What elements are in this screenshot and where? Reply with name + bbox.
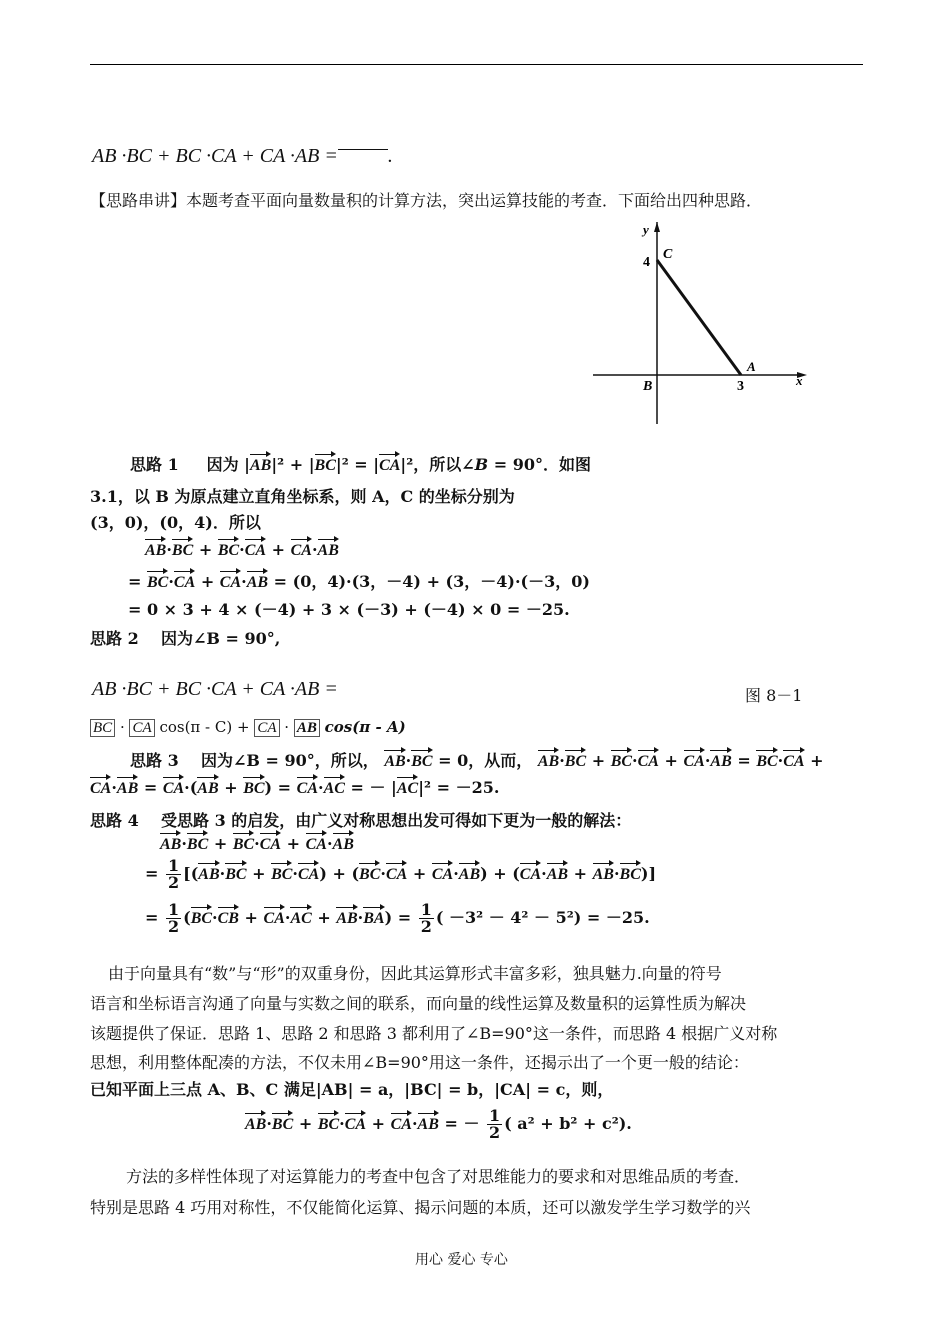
vec-ca: CA [431,866,454,883]
s1-line5-tail: = (0，4)·(3，－4) + (3，－4)·(－3，0) [273,572,590,591]
s2-expression: AB ·BC + BC ·CA + CA ·AB = [92,678,338,700]
vec-ab: AB [458,866,481,883]
para1-line4: 思想，利用整体配凑的方法，不仅未用∠B=90°用这一条件，还揭示出了一个更一般的结论： [90,1053,749,1072]
s2-cos1: cos(π - C) + [159,718,250,736]
para1-line3: 该题提供了保证．思路 1、思路 2 和思路 3 都利用了∠B=90°这一条件，而思路 4 根据广义对称 [90,1024,778,1043]
s4-line4: = $\frac{1}{2}$ (BC·CB + CA·AC + AB·BA) = $\frac{1}{2}$ ( －3² － 4² － 5²) = －25. [145,900,650,936]
abs-ca: CA [254,719,279,737]
problem-expression [92,145,393,168]
y-axis-label: y [643,222,649,237]
vec-bc: BC [619,866,641,883]
vec-ca: CA [683,753,705,770]
vec-bc: BC [225,866,247,883]
s4-line3: = $\frac{1}{2}$ [(AB·BC + BC·CA) + (BC·CA + CA·AB) + (CA·AB + AB·BC)] [145,856,657,892]
s4-text: 受思路 3 的启发，由广义对称思想出发可得如下更为一般的解法： [161,811,632,830]
vec-ab: AB [198,866,220,883]
vec-ab: AB [197,780,219,797]
s1-label: 思路 1 [130,455,179,474]
frac-num: 1 [420,900,432,919]
vec-bc: BC [146,574,169,591]
frac-den: 2 [167,917,180,936]
vec-ca: CA [783,753,805,770]
vec-bc: BC [190,910,213,927]
vec-ca: CA [385,866,408,883]
s3-tail2: ² = －25. [424,778,500,797]
point-b-label: B [643,379,653,394]
vec-bc: BC [271,866,293,883]
coordinate-figure [585,222,815,427]
vec-ca: CA [296,780,318,797]
vec-ba: BA [363,910,385,927]
s4-line2: AB·BC + BC·CA + CA·AB [160,834,354,853]
s3-line2: CA·AB = CA·(AB + BC) = CA·AC = － |AC|² = －25. [90,778,500,797]
s4-label: 思路 4 [90,811,139,830]
problem-end: . [387,145,393,167]
vec-bc: BC [317,1116,340,1133]
s1-line6: = 0 × 3 + 4 × (－4) + 3 × (－3) + (－4) × 0 = －25. [128,600,570,619]
vec-bc: BC [171,542,194,559]
frac-den: 2 [167,873,180,892]
s3-text-a: 因为∠B = 90°，所以， [201,751,379,770]
vec-bc: BC [564,753,587,770]
abs-ab: AB [294,719,320,737]
vec-bc: BC [217,542,240,559]
vec-cb: CB [217,910,239,927]
vec-ca: CA [219,574,242,591]
vec-bc: BC [271,1116,294,1133]
para2-line1: 方法的多样性体现了对运算能力的考查中包含了对思维能力的要求和对思维品质的考查． [126,1167,751,1186]
vec-ab: AB [710,753,732,770]
intro-text: 【思路串讲】本题考查平面向量数量积的计算方法，突出运算技能的考查．下面给出四种思路． [90,191,763,210]
s1-text-b: ² + [277,455,304,474]
vec-ca: CA [519,866,542,883]
vec-ab: AB [245,1116,267,1133]
s4-line1 [90,808,631,831]
vec-ab: AB [317,542,339,559]
vec-ca: CA [379,457,401,474]
formula-tail: ( a² + b² + c²). [504,1114,632,1133]
vec-ca: CA [298,866,320,883]
s2-label: 思路 2 [90,629,139,648]
x-axis-label: x [796,373,803,388]
vec-ab: AB [116,780,139,797]
vec-bc: BC [610,753,633,770]
s2-text: 因为∠B = 90°, [161,629,281,648]
vec-ca: CA [390,1116,412,1133]
vec-ca: CA [290,542,312,559]
vec-ca: CA [90,780,112,797]
s1-text-e: B [474,455,489,474]
vec-ac: AC [323,780,345,797]
vec-bc: BC [186,836,209,853]
s1-text-d: ²，所以∠ [406,455,475,474]
para1-line5: 已知平面上三点 A、B、C 满足|AB| = a，|BC| = b，|CA| = c，则， [90,1080,614,1099]
s1-line2: 3.1，以 B 为原点建立直角坐标系，则 A，C 的坐标分别为 [90,487,515,506]
vec-ab: AB [546,866,569,883]
abs-bc: BC [90,719,115,737]
vec-ab: AB [417,1116,439,1133]
s3-tail: = － [350,778,386,797]
s1-line4: AB·BC + BC·CA + CA·AB [145,540,339,559]
para2-line2: 特别是思路 4 巧用对称性，不仅能简化运算、揭示问题的本质，还可以激发学生学习数学的兴 [90,1198,751,1217]
vec-bc: BC [411,753,433,770]
vec-ac: AC [290,910,312,927]
tick-x-label: 3 [737,379,744,394]
fraction-half [419,902,434,935]
vec-bc: BC [756,753,778,770]
s2-cos2: cos(π - A) [324,718,406,736]
general-formula: AB·BC + BC·CA + CA·AB = － $\frac{1}{2}$ ( a² + b² + c²). [245,1106,632,1142]
vec-ac: AC [396,780,419,797]
frac-num: 1 [167,900,180,919]
fraction-half [487,1108,502,1141]
vec-ab: AB [145,542,167,559]
abs-ca: CA [129,719,154,737]
vec-ab: AB [160,836,182,853]
vec-bc: BC [314,457,336,474]
vec-ca: CA [344,1116,367,1133]
s1-text-f: = 90°．如图 [493,455,592,474]
s4-result: ( －3² － 4² － 5²) = －25. [435,908,650,927]
vec-ab: AB [332,836,354,853]
vec-bc: BC [359,866,381,883]
vec-ca: CA [637,753,659,770]
point-c-label: C [663,247,673,262]
point-a-label: A [747,359,756,374]
tick-y-label: 4 [643,255,650,270]
vec-bc: BC [243,780,265,797]
s2-line [90,626,280,649]
figure-caption: 图 8－1 [745,686,803,705]
problem-expr-text: AB ·BC + BC ·CA + CA ·AB = [92,145,338,167]
frac-den: 2 [420,917,432,936]
vec-ab: AB [384,753,406,770]
segment-ca [657,260,741,375]
y-axis-arrow [654,222,660,232]
vec-ab: AB [537,753,560,770]
vec-ab: AB [246,574,269,591]
vec-ca: CA [162,780,185,797]
s3-line1: 思路 3 因为∠B = 90°，所以， AB·BC = 0，从而， AB·BC + BC·CA + CA·AB = BC·CA + [130,751,824,770]
s3-text-b: = 0，从而， [438,751,533,770]
s1-line5: = BC·CA + CA·AB = (0，4)·(3，－4) + (3，－4)·(－3，0) [128,572,590,591]
vec-ca: CA [263,910,285,927]
vec-ab: AB [592,866,614,883]
s2-cos-line: BC · CA cos(π - C) + CA · AB cos(π - A) [90,718,406,737]
vec-ca: CA [259,836,282,853]
s1-line3: (3，0)，(0，4)．所以 [90,513,261,532]
fraction-half [166,902,181,935]
s1-text-c: ² = [341,455,368,474]
vec-bc: BC [232,836,255,853]
page-footer: 用心 爱心 专心 [415,1252,508,1268]
vec-ca: CA [305,836,327,853]
header-rule [90,64,863,65]
vec-ab: AB [336,910,358,927]
frac-den: 2 [489,1123,501,1142]
para1-line2: 语言和坐标语言沟通了向量与实数之间的联系，而向量的线性运算及数量积的运算性质为解决 [90,994,747,1013]
frac-num: 1 [167,856,180,875]
vec-ab: AB [249,457,272,474]
s3-label: 思路 3 [130,751,179,770]
vec-ca: CA [173,574,196,591]
fraction-half [166,858,181,891]
s1-line1: 思路 1 因为 |AB|² + |BC|² = |CA|²，所以∠B = 90°．如图 [130,455,592,474]
answer-blank [338,149,388,150]
para1-line1: 由于向量具有“数”与“形”的双重身份，因此其运算形式丰富多彩，独具魅力.向量的符号 [108,964,722,983]
frac-num: 1 [489,1106,501,1125]
vec-ca: CA [244,542,267,559]
s1-text-a: 因为 [206,455,239,474]
